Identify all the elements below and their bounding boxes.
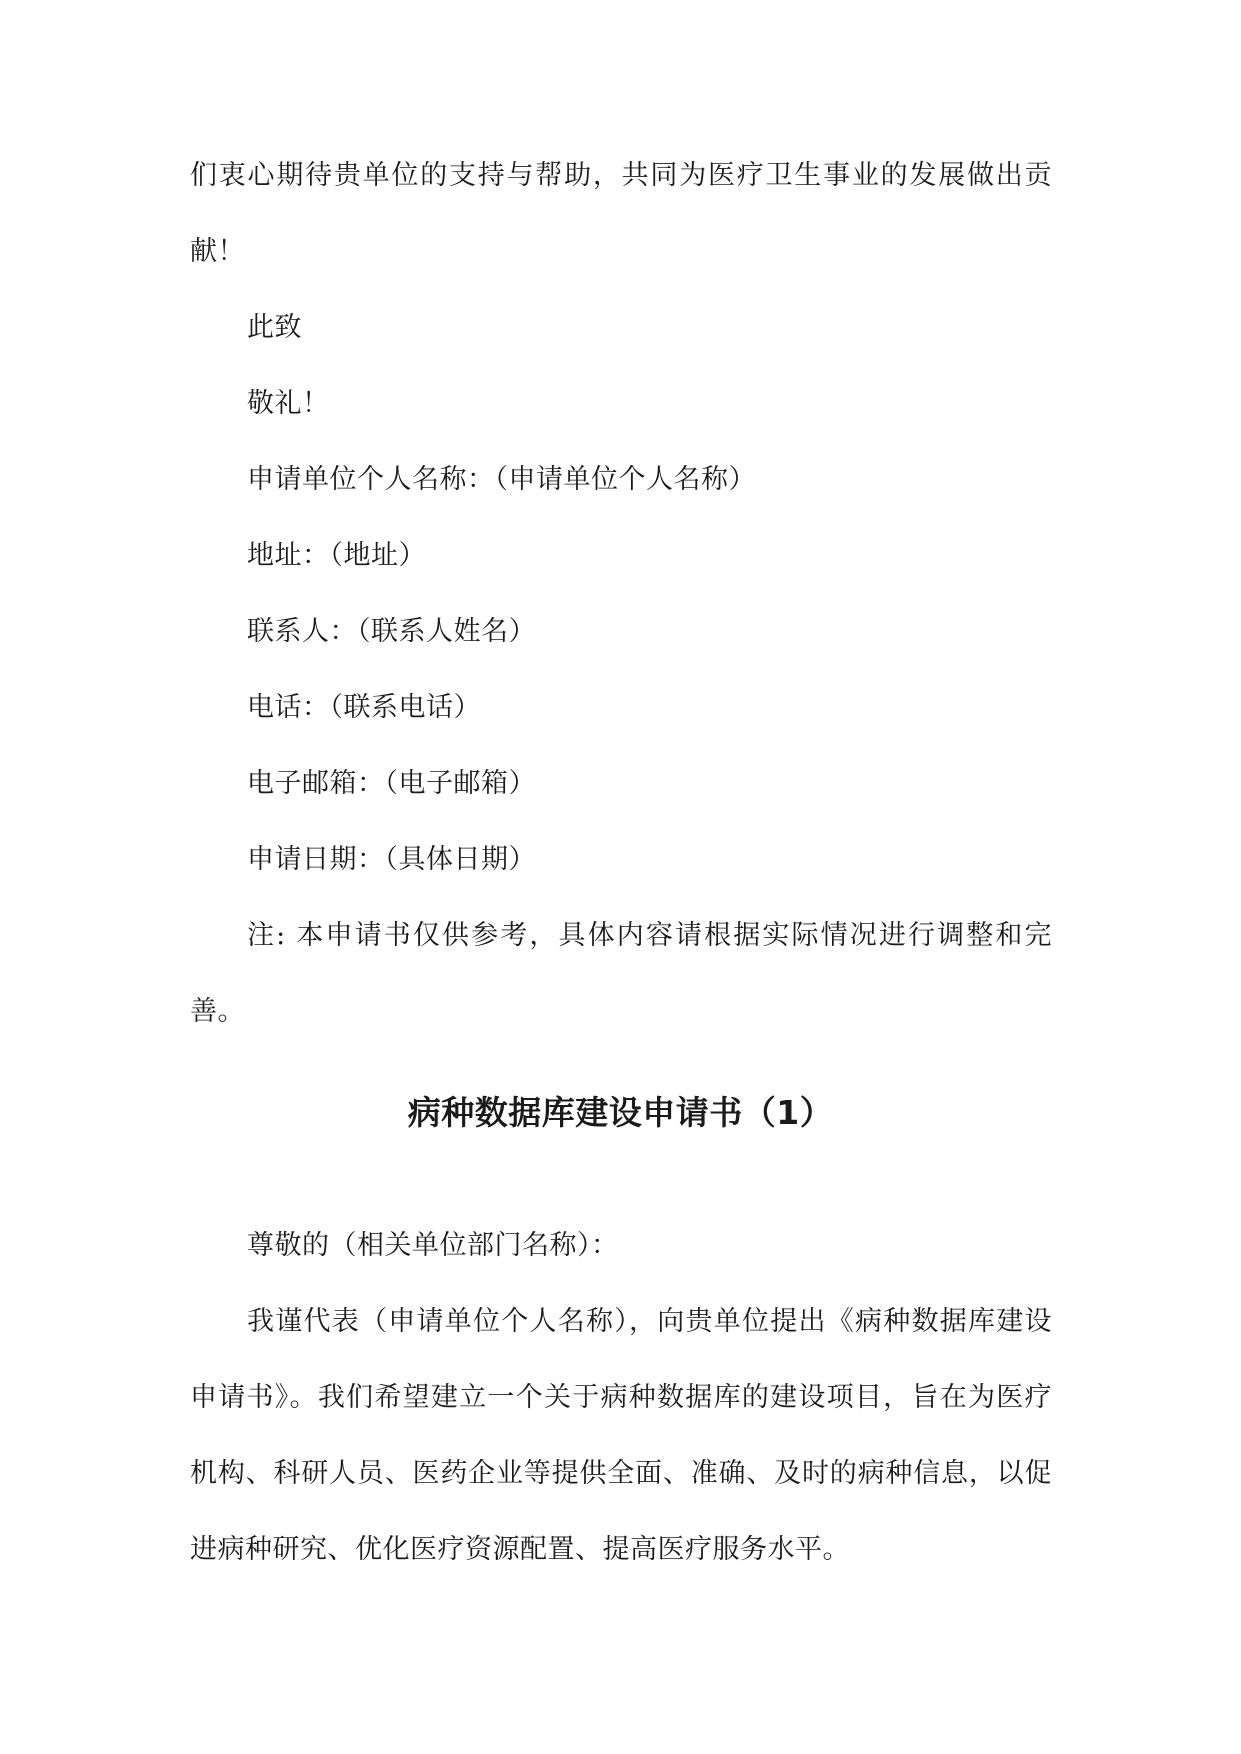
email-line: 电子邮箱：（电子邮箱） — [247, 768, 536, 799]
salutation: 尊敬的（相关单位部门名称）： — [247, 1230, 619, 1261]
address-line: 地址：（地址） — [247, 540, 426, 571]
applicant-name-line: 申请单位个人名称：（申请单位个人名称） — [247, 464, 756, 495]
new-letter — [190, 1208, 1052, 1588]
previous-letter-ending — [190, 138, 1052, 1050]
document-title: 病种数据库建设申请书（1） — [407, 1093, 834, 1132]
closing-line-1: 此致 — [247, 312, 302, 343]
date-line: 申请日期：（具体日期） — [247, 844, 536, 875]
continued-paragraph: 们衷心期待贵单位的支持与帮助，共同为医疗卫生事业的发展做出贡献！ — [190, 160, 1052, 267]
contact-line: 联系人：（联系人姓名） — [247, 616, 536, 647]
phone-line: 电话：（联系电话） — [247, 692, 481, 723]
body-paragraph: 我谨代表（申请单位个人名称），向贵单位提出《病种数据库建设申请书》。我们希望建立一个关于病种数据库的建设项目，旨在为医疗机构、科研人员、医药企业等提供全面、准确、及时的病种信息，以促进病种研究、优化医疗资源配置、提高医疗服务水平。 — [190, 1306, 1052, 1565]
closing-line-2: 敬礼！ — [247, 388, 330, 419]
note-paragraph: 注: 本申请书仅供参考，具体内容请根据实际情况进行调整和完善。 — [190, 920, 1052, 1027]
